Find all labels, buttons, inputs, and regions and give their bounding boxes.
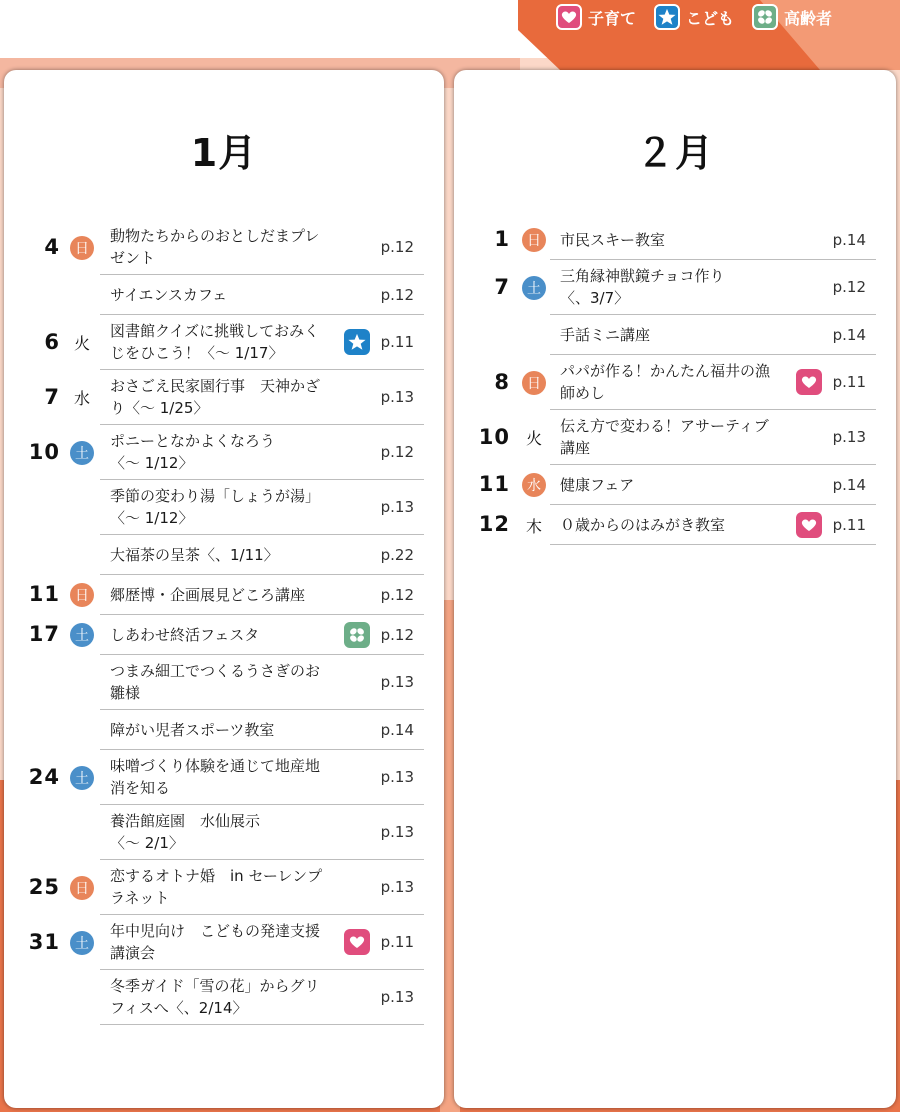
event-item[interactable] [100, 220, 424, 275]
event-weekday: 火 [525, 429, 542, 448]
event-title [110, 225, 319, 269]
event-title-line: ポニーとなかよくなろう [110, 432, 276, 450]
event-date: 31 [28, 929, 60, 954]
event-weekday: 日 [522, 228, 546, 252]
event-page: p.13 [380, 768, 414, 786]
event-title [110, 755, 320, 799]
event-title [560, 360, 770, 404]
month-title: 1月 [190, 131, 258, 175]
senior-icon [344, 622, 370, 648]
event-title-line: 市民スキー教室 [560, 230, 666, 249]
event-page: p.12 [380, 585, 414, 604]
event-title-line: ０歳からのはみがき教室 [560, 515, 726, 534]
event-weekday: 土 [70, 441, 94, 465]
event-item[interactable] [550, 505, 876, 545]
event-title [560, 415, 769, 459]
event-item[interactable] [100, 915, 424, 970]
event-page: p.12 [832, 278, 866, 296]
event-title-line: ゼント [110, 249, 156, 267]
event-weekday: 土 [522, 276, 546, 300]
event-row [454, 355, 896, 410]
event-item[interactable] [100, 535, 424, 575]
month-title: ２月 [635, 131, 714, 175]
event-page: p.11 [380, 933, 414, 951]
event-title-line: 味噌づくり体験を通じて地産地 [110, 757, 321, 775]
legend-label: 子育て [587, 8, 636, 28]
event-page: p.12 [380, 285, 414, 304]
event-page: p.14 [832, 325, 866, 344]
event-title [560, 229, 665, 251]
event-page: p.12 [380, 625, 414, 644]
event-title-line: 伝え方で変わる！アサーティブ [560, 417, 769, 435]
event-title-line: 〈～ 1/12〉 [110, 509, 194, 527]
event-row [4, 805, 444, 860]
event-title-line: 年中児向け こどもの発達支援 [110, 922, 321, 940]
legend-label: 高齢者 [783, 8, 832, 28]
event-title [560, 265, 725, 309]
event-title-line: 講演会 [110, 944, 156, 962]
event-item[interactable] [550, 220, 876, 260]
event-title-line: 冬季ガイド「雪の花」からグリ [110, 977, 320, 995]
event-row [454, 505, 896, 545]
event-title-line: 師めし [560, 384, 606, 402]
event-title-line: 障がい児者スポーツ教室 [110, 720, 275, 739]
event-title-line: おさごえ民家園行事 天神かざ [110, 377, 321, 395]
event-title [110, 719, 274, 741]
event-row [4, 275, 444, 315]
event-title-line: 〈、3/7〉 [560, 289, 630, 307]
event-date: 17 [28, 622, 60, 646]
event-title [560, 324, 650, 346]
event-row [4, 535, 444, 575]
event-title [110, 975, 320, 1019]
event-title-line: 大福茶の呈茶〈、1/11〉 [110, 545, 279, 564]
event-title-line: じをひこう！〈～ 1/17〉 [110, 344, 284, 362]
event-page: p.12 [380, 238, 414, 256]
event-item[interactable] [100, 370, 424, 425]
event-title [110, 284, 227, 306]
legend-item-children [654, 4, 734, 30]
event-title-line: 三角縁神獣鏡チョコ作り [560, 267, 725, 285]
event-date: 8 [494, 369, 510, 394]
heart-icon [556, 4, 582, 30]
january-panel [4, 70, 444, 1108]
event-date: 6 [44, 329, 60, 354]
event-page: p.13 [380, 498, 414, 516]
event-date: 11 [478, 472, 510, 496]
event-weekday: 土 [70, 931, 94, 955]
event-title-line: 恋するオトナ婚 in セーレンプ [110, 867, 323, 885]
event-page: p.13 [380, 673, 414, 691]
event-weekday: 日 [70, 583, 94, 607]
event-item[interactable] [100, 315, 424, 370]
event-row [4, 750, 444, 805]
event-title-line: ラネット [110, 889, 170, 907]
event-item[interactable] [100, 860, 424, 915]
event-weekday: 土 [70, 623, 94, 647]
event-row [4, 480, 444, 535]
event-date: 24 [28, 764, 60, 789]
event-row [4, 860, 444, 915]
heart-icon [796, 369, 822, 395]
event-page: p.13 [380, 823, 414, 841]
event-title-line: つまみ細工でつくるうさぎのお [110, 662, 321, 680]
event-row [4, 915, 444, 970]
event-row [454, 220, 896, 260]
event-item[interactable] [100, 480, 424, 535]
event-row [4, 615, 444, 655]
event-row [454, 465, 896, 505]
event-row [4, 315, 444, 370]
event-title [110, 375, 320, 419]
event-title-line: パパが作る！かんたん福井の漁 [560, 362, 771, 380]
event-title-line: り〈～ 1/25〉 [110, 399, 209, 417]
event-page: p.11 [380, 333, 414, 351]
event-title [110, 920, 320, 964]
event-item[interactable] [100, 615, 424, 655]
event-title-line: 消を知る [110, 779, 171, 797]
event-title-line: 健康フェア [560, 475, 635, 494]
event-title-line: 郷歴博・企画展見どころ講座 [110, 585, 306, 604]
event-row [4, 370, 444, 425]
event-page: p.11 [832, 515, 866, 534]
event-weekday: 水 [522, 473, 546, 497]
legend-item-senior [752, 4, 832, 30]
event-title [110, 810, 260, 854]
event-row [454, 410, 896, 465]
event-title [110, 485, 320, 529]
event-date: 7 [494, 274, 510, 299]
event-title-line: 季節の変わり湯「しょうが湯」 [110, 487, 321, 505]
legend-item-childcare [556, 4, 636, 30]
event-weekday: 日 [70, 236, 94, 260]
event-title-line: 講座 [560, 439, 591, 457]
legend [556, 4, 832, 30]
event-row [454, 315, 896, 355]
event-item[interactable] [100, 575, 424, 615]
event-title [110, 544, 279, 566]
event-title-line: 図書館クイズに挑戦しておみく [110, 322, 320, 340]
event-page: p.13 [380, 988, 414, 1006]
event-item[interactable] [550, 260, 876, 315]
event-title-line: 雛様 [110, 684, 141, 702]
event-item[interactable] [550, 315, 876, 355]
event-page: p.14 [380, 720, 414, 739]
event-item[interactable] [100, 805, 424, 860]
event-title [560, 474, 634, 496]
event-title [560, 514, 725, 536]
event-weekday: 木 [525, 516, 542, 536]
heart-icon [796, 512, 822, 538]
event-item[interactable] [550, 410, 876, 465]
heart-icon [344, 929, 370, 955]
event-weekday: 土 [70, 766, 94, 790]
event-title-line: フィスへ〈、2/14〉 [110, 999, 248, 1017]
star-icon [654, 4, 680, 30]
event-row [454, 260, 896, 315]
event-title-line: 養浩館庭園 水仙展示 [110, 812, 261, 830]
legend-label: こども [685, 8, 734, 28]
event-date: 11 [28, 582, 60, 606]
event-weekday: 日 [522, 371, 546, 395]
event-page: p.14 [832, 475, 866, 494]
event-date: 10 [478, 424, 510, 449]
event-row [4, 425, 444, 480]
event-weekday: 火 [73, 334, 90, 353]
event-title-line: 手話ミニ講座 [560, 325, 651, 344]
star-icon [344, 329, 370, 355]
event-item[interactable] [550, 355, 876, 410]
senior-icon [752, 4, 778, 30]
event-date: 4 [44, 234, 60, 259]
event-item[interactable] [100, 425, 424, 480]
february-panel [454, 70, 896, 1108]
event-title [110, 624, 259, 646]
event-page: p.13 [380, 388, 414, 406]
event-date: 25 [28, 874, 60, 899]
event-title [110, 660, 320, 704]
event-row [4, 220, 444, 275]
event-title-line: しあわせ終活フェスタ [110, 625, 260, 644]
event-title-line: 〈～ 1/12〉 [110, 454, 194, 472]
event-title-line: サイエンスカフェ [110, 285, 228, 304]
event-row [4, 575, 444, 615]
event-item[interactable] [100, 710, 424, 750]
event-item[interactable] [100, 655, 424, 710]
event-title-line: 〈～ 2/1〉 [110, 834, 184, 852]
event-page: p.11 [832, 373, 866, 391]
event-title-line: 動物たちからのおとしだまプレ [110, 227, 320, 245]
event-page: p.13 [832, 428, 866, 446]
event-page: p.22 [380, 545, 414, 564]
event-weekday: 日 [70, 876, 94, 900]
event-item[interactable] [100, 275, 424, 315]
event-date: 1 [494, 227, 510, 251]
event-page: p.14 [832, 230, 866, 249]
event-title [110, 320, 319, 364]
event-title [110, 584, 305, 606]
event-row [4, 655, 444, 710]
event-item[interactable] [550, 465, 876, 505]
event-item[interactable] [100, 750, 424, 805]
event-date: 10 [28, 439, 60, 464]
event-row [4, 710, 444, 750]
event-page: p.12 [380, 443, 414, 461]
event-weekday: 水 [73, 389, 90, 408]
event-title [110, 430, 275, 474]
event-page: p.13 [380, 878, 414, 896]
event-date: 7 [44, 384, 60, 409]
event-title [110, 865, 322, 909]
event-row [4, 970, 444, 1025]
event-date: 12 [478, 512, 510, 536]
event-item[interactable] [100, 970, 424, 1025]
